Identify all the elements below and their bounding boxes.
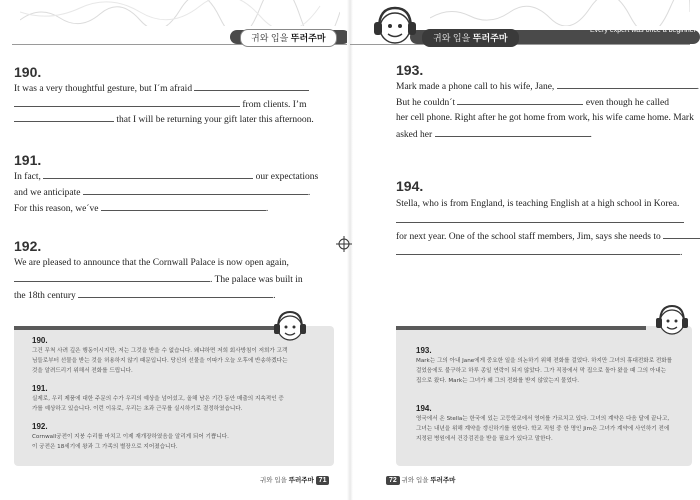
footer-text: 귀와 입을 <box>260 477 289 484</box>
translation-box <box>396 326 692 466</box>
translation-text: 님들로부터 선물을 받는 것을 허용하지 않기 때문입니다. 당신의 선물을 이따가 오늘 오후에 반송하겠다는 <box>32 358 288 364</box>
translation-text: 가를 예상하고 있습니다. 이런 이유로, 우리는 초과 근무를 실시하기로 결정하였습니다. <box>32 406 243 412</box>
question-190-line-3 <box>14 111 314 128</box>
translation-text: 걸었음에도 불구하고 하루 종일 연락이 되지 않았다. 그가 직장에서 막 집으로 돌아 왔을 때 그의 아내는 <box>416 368 666 374</box>
question-193-line-2 <box>396 94 669 111</box>
question-192-line-1 <box>14 255 289 271</box>
answer-blank[interactable] <box>78 287 273 298</box>
translation-text: 실제로, 우리 제품에 대한 주문의 수가 우리의 예상을 넘어섰고, 올해 남은 기간 동안 매출의 지속적인 증 <box>32 396 284 402</box>
answer-blank[interactable] <box>14 271 210 282</box>
header-decoration <box>430 0 690 26</box>
question-text: our expectations <box>255 172 319 182</box>
answer-blank[interactable] <box>557 78 697 89</box>
header-title-pill <box>240 29 337 47</box>
punctuation: . <box>273 291 276 301</box>
headphone-mascot-icon <box>652 302 692 338</box>
answer-blank[interactable] <box>14 111 114 122</box>
question-191-line-2 <box>14 184 310 201</box>
question-text: from clients. I’m <box>242 100 307 110</box>
header-title-bold: 뚜러주마 <box>290 33 326 43</box>
headphone-logo-icon <box>372 4 418 48</box>
translation-text: 지정된 병원에서 건강검진을 받을 필요가 있다고 말한다. <box>416 436 553 442</box>
answer-blank[interactable] <box>194 80 309 91</box>
question-number: 194. <box>396 178 424 194</box>
translation-number: 192. <box>32 422 48 431</box>
page-footer <box>260 475 329 485</box>
question-text: the 18th century <box>14 291 76 301</box>
header-decoration <box>20 0 340 26</box>
answer-blank[interactable] <box>396 222 684 223</box>
translation-number: 190. <box>32 336 48 345</box>
translation-text: 그건 무척 사려 깊은 행동이시지만, 저는 그것을 받을 수 없습니다. 왜냐하면 저희 회사방침이 저희가 고객 <box>32 348 288 354</box>
question-text: In fact, <box>14 172 41 182</box>
punctuation: . <box>265 204 269 214</box>
question-193-line-1 <box>396 78 699 95</box>
footer-bold: 뚜러주마 <box>430 477 456 484</box>
translation-text: 집으로 왔다. Mark는 그녀가 왜 그의 전화를 받지 않았는지 물었다. <box>416 378 580 384</box>
answer-blank[interactable] <box>101 200 266 211</box>
translation-box-header <box>396 326 646 330</box>
page-footer <box>386 475 455 485</box>
question-text: asked her <box>396 130 433 140</box>
question-text: It was a very thoughtful gesture, but I´m afraid <box>14 84 193 94</box>
translation-number: 191. <box>32 384 48 393</box>
translation-text: 이 궁전은 18세기에 왕과 그 가족의 별장으로 지어졌습니다. <box>32 444 178 450</box>
question-text: for next year. One of the school staff members, Jim, says she needs to <box>396 232 661 242</box>
punctuation: . <box>696 82 700 92</box>
footer-bold: 뚜러주마 <box>288 477 314 484</box>
translation-text: 것을 알려드리기 위해서 전화를 드립니다. <box>32 368 133 374</box>
answer-blank[interactable] <box>14 96 240 107</box>
question-191-line-1 <box>14 168 318 185</box>
answer-blank[interactable] <box>396 244 680 255</box>
question-number: 193. <box>396 62 424 78</box>
question-text: even though he called <box>585 98 669 108</box>
footer-text: 귀와 입을 <box>401 477 431 484</box>
header-title: 귀와 입을 <box>251 33 291 43</box>
question-193-line-4 <box>396 126 592 143</box>
translation-text: 그녀는 내년을 위해 계약을 갱신하기를 원한다. 학교 직원 중 한 명인 Jim은 그녀가 계약에 사인하기 전에 <box>416 426 670 432</box>
question-text: . The palace was built in <box>210 275 303 285</box>
translation-text: Cornwall궁전이 지붕 수리를 마치고 이제 재개장하였음을 알리게 되어 기쁩니다. <box>32 434 229 440</box>
header-title-bold: 뚜러주마 <box>472 33 508 43</box>
question-192-line-2 <box>14 271 303 288</box>
headphone-mascot-icon <box>270 308 310 344</box>
answer-blank[interactable] <box>435 126 590 137</box>
question-text: Stella, who is from England, is teaching English at a high school in Korea. <box>396 199 680 209</box>
question-194-line-4 <box>396 244 682 261</box>
question-text: Mark made a phone call to his wife, Jane, <box>396 82 555 92</box>
question-number: 192. <box>14 238 42 254</box>
question-text: and we anticipate <box>14 188 81 198</box>
question-194-line-1 <box>396 196 679 212</box>
header-title: 귀와 입을 <box>433 33 473 43</box>
question-190-line-1 <box>14 80 309 97</box>
punctuation: . <box>680 248 683 258</box>
translation-number: 194. <box>416 404 432 413</box>
question-192-line-3 <box>14 287 275 304</box>
punctuation: . <box>307 188 311 198</box>
answer-blank[interactable] <box>663 228 700 239</box>
header-tagline: Every expert was once a beginner <box>590 27 696 34</box>
question-194-line-3 <box>396 228 700 245</box>
question-number: 191. <box>14 152 42 168</box>
answer-blank[interactable] <box>83 184 308 195</box>
header-title-pill <box>422 29 519 47</box>
question-text: her cell phone. Right after he got home from work, his wife came home. Mark <box>396 113 694 123</box>
translation-text: 영국에서 온 Stella는 한국에 있는 고등학교에서 영어를 가르치고 있다. 그녀의 계약은 다음 달에 끝나고, <box>416 416 670 422</box>
translation-text: Mark는 그의 아내 Jane에게 중요한 일을 의논하기 위해 전화를 걸었다. 하지만 그녀의 휴대전화로 전화를 <box>416 358 673 364</box>
question-number: 190. <box>14 64 42 80</box>
question-text: But he couldn´t <box>396 98 456 108</box>
page-number: 71 <box>316 476 330 485</box>
translation-number: 193. <box>416 346 432 355</box>
question-text: that I will be returning your gift later this afternoon. <box>116 115 314 125</box>
answer-blank[interactable] <box>43 168 253 179</box>
translation-box-header <box>14 326 274 330</box>
question-193-line-3 <box>396 110 694 126</box>
question-text: For this reason, we´ve <box>14 204 99 214</box>
question-text: We are pleased to announce that the Cornwall Palace is now open again, <box>14 258 289 268</box>
page-number: 72 <box>386 476 400 485</box>
right-page <box>350 0 700 500</box>
answer-blank[interactable] <box>457 94 583 105</box>
question-191-line-3 <box>14 200 268 217</box>
punctuation: . <box>589 130 592 140</box>
